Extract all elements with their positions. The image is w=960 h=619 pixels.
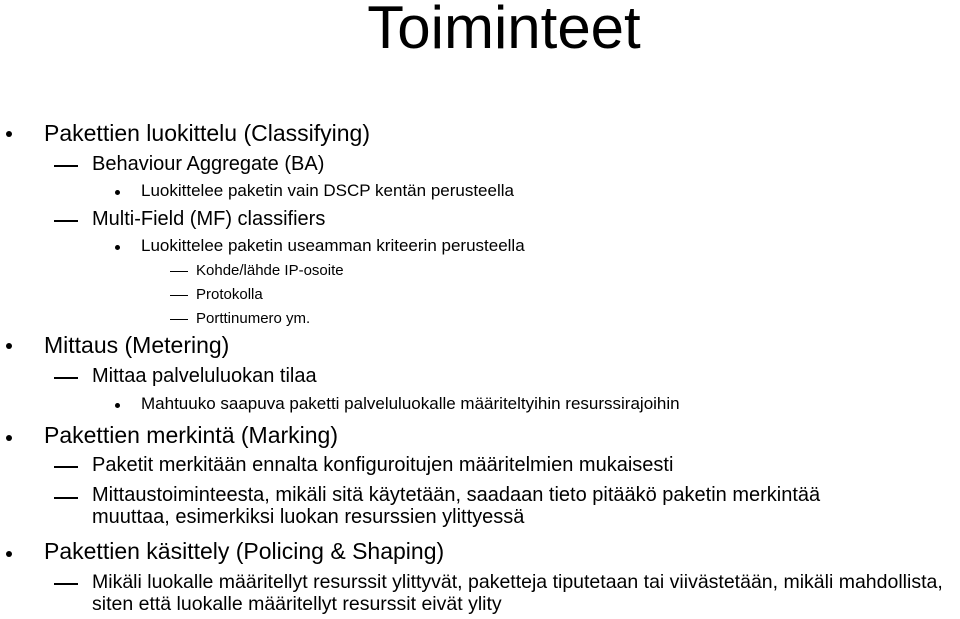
list-item: Mikäli luokalle määritellyt resurssit ylittyvät, paketteja tiputetaan tai viivästetään, mikäli mahdollista, siten että luokalle määritellyt resurssit eivät ylity bbox=[92, 571, 943, 615]
bullet-icon bbox=[6, 551, 12, 557]
list-item: Kohde/lähde IP-osoite bbox=[196, 262, 344, 279]
dash-icon bbox=[54, 377, 78, 379]
bullet-icon bbox=[115, 245, 120, 250]
slide-title: Toiminteet bbox=[367, 0, 641, 61]
dash-icon bbox=[54, 583, 78, 585]
list-item: Multi-Field (MF) classifiers bbox=[92, 208, 326, 230]
list-item: Pakettien merkintä (Marking) bbox=[44, 422, 338, 448]
dash-icon bbox=[170, 319, 188, 320]
list-item: Mittaa palveluluokan tilaa bbox=[92, 365, 317, 387]
list-item: Behaviour Aggregate (BA) bbox=[92, 153, 325, 175]
list-item: Pakettien käsittely (Policing & Shaping) bbox=[44, 538, 445, 564]
dash-icon bbox=[54, 220, 78, 222]
dash-icon bbox=[54, 466, 78, 468]
list-item: Luokittelee paketin useamman kriteerin perusteella bbox=[141, 236, 525, 255]
list-item: Porttinumero ym. bbox=[196, 310, 311, 327]
list-item: Mahtuuko saapuva paketti palveluluokalle määriteltyihin resurssirajoihin bbox=[141, 394, 680, 413]
list-item: Protokolla bbox=[196, 286, 263, 303]
dash-icon bbox=[170, 271, 188, 272]
bullet-icon bbox=[115, 190, 120, 195]
dash-icon bbox=[54, 165, 78, 167]
list-item: Mittaustoiminteesta, mikäli sitä käytetään, saadaan tieto pitääkö paketin merkintää muuttaa, esimerkiksi luokan resurssien ylittyessä bbox=[92, 484, 821, 528]
list-item: Luokittelee paketin vain DSCP kentän perusteella bbox=[141, 181, 514, 200]
dash-icon bbox=[170, 295, 188, 296]
bullet-icon bbox=[6, 343, 12, 349]
list-item: Mittaus (Metering) bbox=[44, 332, 230, 358]
dash-icon bbox=[54, 497, 78, 499]
list-item: Pakettien luokittelu (Classifying) bbox=[44, 120, 370, 146]
bullet-icon bbox=[6, 131, 12, 137]
list-item: Paketit merkitään ennalta konfiguroitujen määritelmien mukaisesti bbox=[92, 454, 674, 476]
bullet-icon bbox=[6, 435, 12, 441]
bullet-icon bbox=[115, 403, 120, 408]
